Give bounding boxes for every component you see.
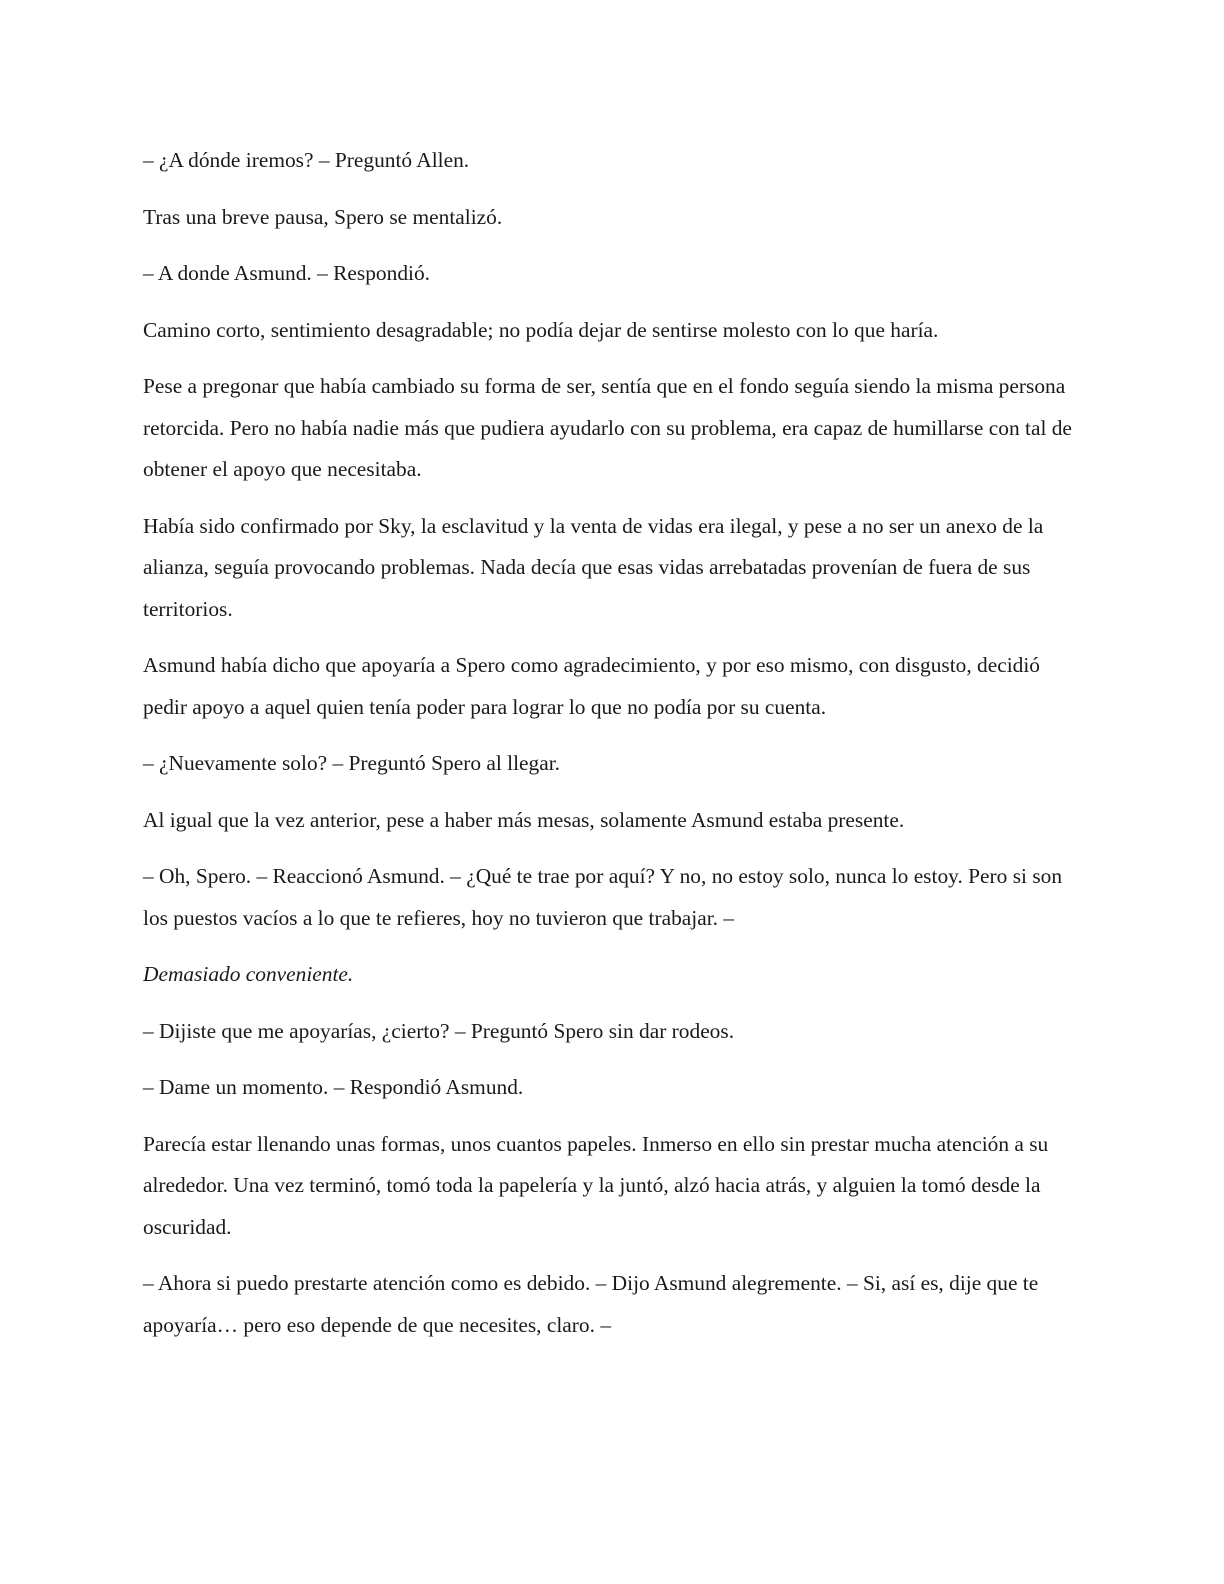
paragraph-narration: Tras una breve pausa, Spero se mentalizó. [143,204,503,229]
paragraph-narration: Parecía estar llenando unas formas, unos cuantos papeles. Inmerso en ello sin prestar mucha atención a su alrededor. Una vez terminó, tomó toda la papelería y la juntó, alzó hacia atrás, y alguien la tomó desde la oscuridad. [143,1131,1049,1239]
paragraph-dialogue: – Ahora si puedo prestarte atención como es debido. – Dijo Asmund alegremente. – Si, así es, dije que te apoyaría… pero eso depende de que necesites, claro. – [143,1271,1039,1337]
paragraph-thought: Demasiado conveniente. [143,962,354,986]
paragraph-dialogue: – A donde Asmund. – Respondió. [143,261,431,285]
paragraph-dialogue: – Oh, Spero. – Reaccionó Asmund. – ¿Qué te trae por aquí? Y no, no estoy solo, nunca lo estoy. Pero si son los puestos vacíos a lo que te refieres, hoy no tuvieron que trabajar. – [143,864,1063,930]
paragraph-dialogue: – ¿A dónde iremos? – Preguntó Allen. [143,148,470,172]
paragraph-narration: Asmund había dicho que apoyaría a Spero como agradecimiento, y por eso mismo, con disgusto, decidió pedir apoyo a aquel quien tenía poder para lograr lo que no podía por su cuenta. [143,653,1041,719]
paragraph-dialogue: – Dijiste que me apoyarías, ¿cierto? – Preguntó Spero sin dar rodeos. [143,1018,735,1043]
paragraph-narration: Camino corto, sentimiento desagradable; no podía dejar de sentirse molesto con lo que haría. [143,317,939,342]
paragraph-narration: Pese a pregonar que había cambiado su forma de ser, sentía que en el fondo seguía siendo la misma persona retorcida. Pero no había nadie más que pudiera ayudarlo con su problema, era capaz de humillarse con tal de obtener el apoyo que necesitaba. [143,374,1072,481]
paragraph-narration: Al igual que la vez anterior, pese a haber más mesas, solamente Asmund estaba presente. [143,807,905,832]
paragraph-narration: Había sido confirmado por Sky, la esclavitud y la venta de vidas era ilegal, y pese a no ser un anexo de la alianza, seguía provocando problemas. Nada decía que esas vidas arrebatadas provenían de fuera de sus territorios. [143,513,1044,621]
paragraph-dialogue: – ¿Nuevamente solo? – Preguntó Spero al llegar. [143,751,561,775]
body-text [143,140,1083,1361]
paragraph-dialogue: – Dame un momento. – Respondió Asmund. [143,1075,524,1099]
